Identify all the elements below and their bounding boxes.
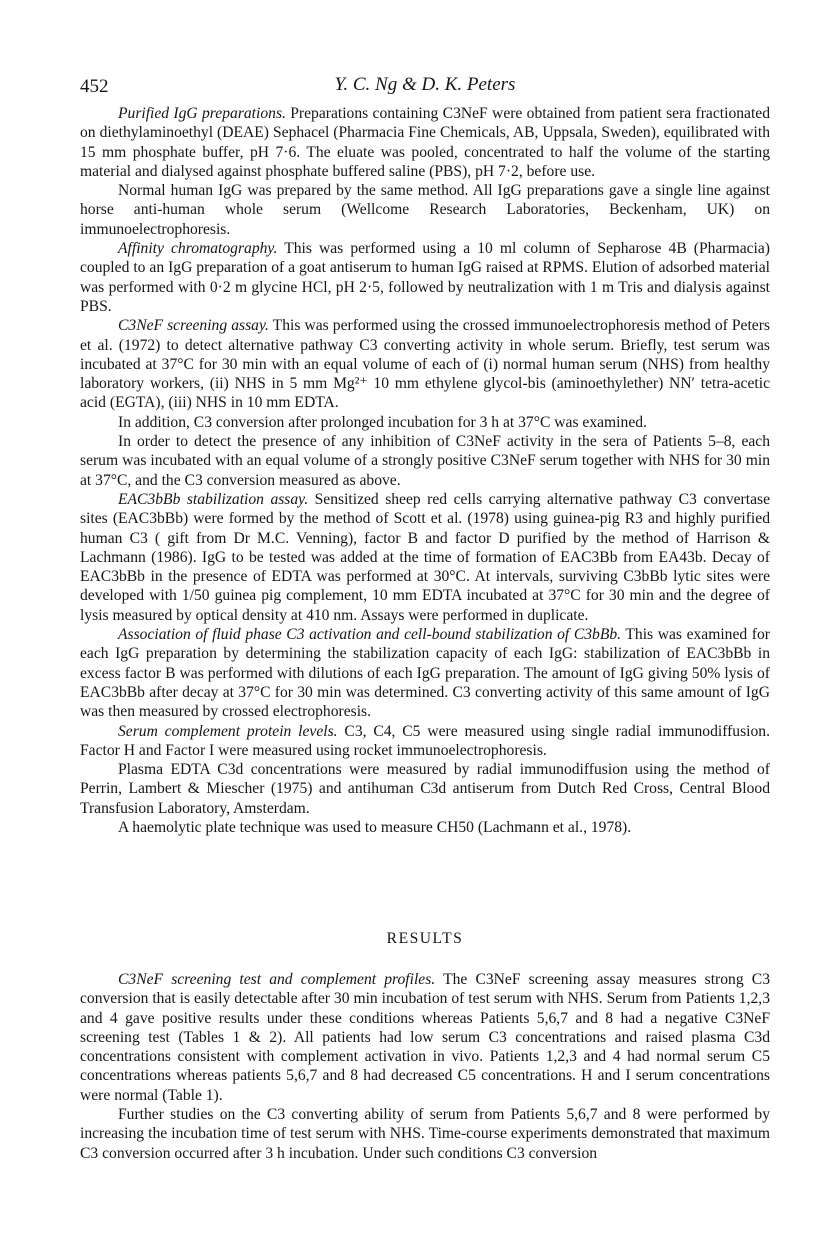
- paragraph-text: In order to detect the presence of any inhibition of C3NeF activity in the sera of Patients 5–8, each serum was incubated with an equal volume of a strongly positive C3NeF serum together with NHS for 30 min at 37°C, and the C3 conversion measured as above.: [80, 433, 770, 489]
- page-header: [80, 74, 770, 104]
- paragraph: [80, 316, 770, 412]
- paragraph: [80, 760, 770, 818]
- page-number: 452: [80, 76, 109, 97]
- running-head: Y. C. Ng & D. K. Peters: [334, 74, 516, 95]
- paragraph: [80, 625, 770, 721]
- methods-text: [80, 104, 770, 837]
- paragraph-text: This was examined for each IgG preparation by determining the stabilization capacity of each IgG: stabilization of EAC3bBb in excess factor B was performed with dilutions of each IgG preparation. The amount of IgG giving 50% lysis of EAC3bBb after decay at 37°C for 30 min was determined. C3 converting activity of this same amount of IgG was then measured by crossed electrophoresis.: [80, 626, 770, 721]
- paragraph: [80, 818, 770, 837]
- paragraph-text: Plasma EDTA C3d concentrations were measured by radial immunodiffusion using the method of Perrin, Lambert & Miescher (1975) and antihuman C3d antiserum from Dutch Red Cross, Central Blood Transfusion Laboratory, Amsterdam.: [80, 761, 770, 817]
- paragraph-heading: Purified IgG preparations.: [118, 105, 286, 122]
- paragraph-text: This was performed using the crossed immunoelectrophoresis method of Peters et al. (1972) to detect alternative pathway C3 converting activity in whole serum. Briefly, test serum was incubated at 37°C for 30 min with an equal volume of each of (i) normal human serum (NHS) from healthy laboratory workers, (ii) NHS in 5 mm Mg²⁺ 10 mm ethylene glycol-bis (aminoethylether) NN′ tetra-acetic acid (EGTA), (iii) NHS in 10 mm EDTA.: [80, 317, 770, 412]
- paragraph: [80, 413, 770, 432]
- paragraph: [80, 970, 770, 1105]
- paragraph: [80, 1105, 770, 1163]
- paragraph: [80, 104, 770, 181]
- paragraph-text: Preparations containing C3NeF were obtained from patient sera fractionated on diethylaminoethyl (DEAE) Sephacel (Pharmacia Fine Chemicals, AB, Uppsala, Sweden), equilibrated with 15 mm phosphate buffer, pH 7·6. The eluate was pooled, concentrated to half the volume of the starting material and dialysed against phosphate buffered saline (PBS), pH 7·2, before use.: [80, 105, 771, 180]
- paragraph-text: A haemolytic plate technique was used to measure CH50 (Lachmann et al., 1978).: [118, 818, 632, 836]
- paragraph: [80, 239, 770, 316]
- paragraph: [80, 722, 770, 761]
- paragraph-text: In addition, C3 conversion after prolonged incubation for 3 h at 37°C was examined.: [118, 413, 647, 431]
- paragraph-heading: Affinity chromatography.: [118, 240, 278, 258]
- paragraph-text: Normal human IgG was prepared by the same method. All IgG preparations gave a single line against horse anti-human whole serum (Wellcome Research Laboratories, Beckenham, UK) on immunoelectrophoresis.: [80, 182, 770, 238]
- paragraph: [80, 181, 770, 239]
- results-heading: RESULTS: [386, 930, 464, 947]
- paragraph-text: The C3NeF screening assay measures strong C3 conversion that is easily detectable after 30 min incubation of test serum with NHS. Serum from Patients 1,2,3 and 4 gave positive results under these conditions whereas Patients 5,6,7 and 8 had a negative C3NeF screening test (Tables 1 & 2). All patients had low serum C3 concentrations and raised plasma C3d concentrations consistent with complement activation in vivo. Patients 1,2,3 and 4 had normal serum C5 concentrations whereas patients 5,6,7 and 8 had decreased C5 concentrations. H and I serum concentrations were normal (Table 1).: [80, 971, 770, 1104]
- results-text: [80, 970, 770, 1163]
- paragraph-heading: EAC3bBb stabilization assay.: [118, 490, 309, 508]
- paragraph: [80, 432, 770, 490]
- paragraph-heading: Association of fluid phase C3 activation and cell-bound stabilization of C3bBb.: [118, 626, 622, 644]
- paragraph-text: This was performed using a 10 ml column of Sepharose 4B (Pharmacia) coupled to an IgG preparation of a goat antiserum to human IgG raised at RPMS. Elution of adsorbed material was performed with 0·2 m glycine HCl, pH 2·5, followed by neutralization with 1 m Tris and dialysis against PBS.: [80, 240, 770, 315]
- paragraph-text: Further studies on the C3 converting ability of serum from Patients 5,6,7 and 8 were performed by increasing the incubation time of test serum with NHS. Time-course experiments demonstrated that maximum C3 conversion occurred after 3 h incubation. Under such conditions C3 conversion: [80, 1106, 770, 1162]
- paragraph-heading: C3NeF screening assay.: [118, 317, 269, 335]
- paragraph-heading: C3NeF screening test and complement profiles.: [118, 971, 436, 988]
- paragraph-text: Sensitized sheep red cells carrying alternative pathway C3 convertase sites (EAC3bBb) were formed by the method of Scott et al. (1978) using guinea-pig R3 and highly purified human C3 ( gift from Dr M.C. Venning), factor B and factor D purified by the method of Harrison & Lachmann (1986). IgG to be tested was added at the time of formation of EAC3Bb from EA43b. Decay of EAC3bBb in the presence of EDTA was performed at 30°C. At intervals, surviving C3bBb lytic sites were developed with 1/50 guinea pig complement, 10 mm EDTA incubated at 37°C for 30 min and the degree of lysis measured by optical density at 410 nm. Assays were performed in duplicate.: [80, 490, 770, 624]
- paragraph: [80, 490, 770, 625]
- paragraph-heading: Serum complement protein levels.: [118, 722, 338, 740]
- paragraph-text: C3, C4, C5 were measured using single radial immunodiffusion. Factor H and Factor I were measured using rocket immunoelectrophoresis.: [80, 722, 771, 759]
